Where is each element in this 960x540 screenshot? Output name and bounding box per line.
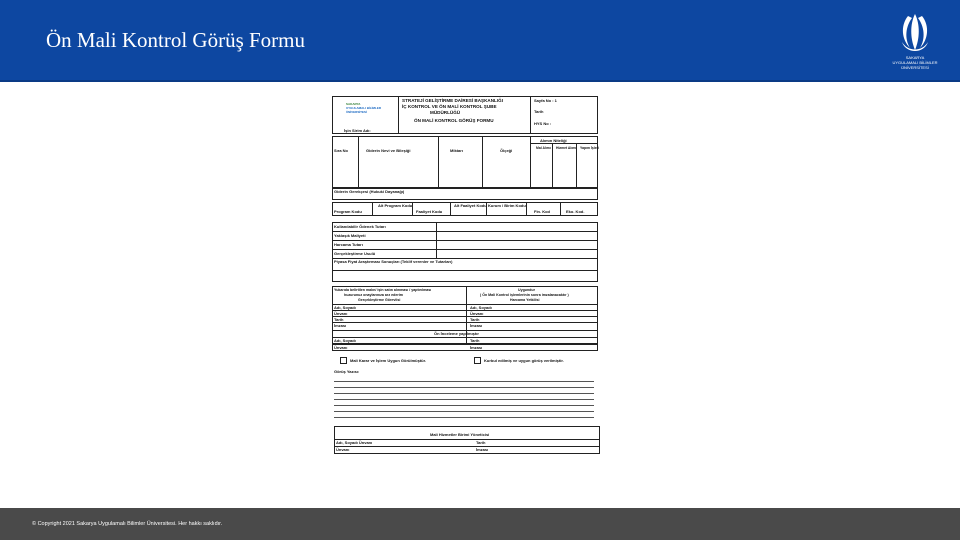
col-hizmet-alimi: Hizmet Alımı bbox=[556, 146, 577, 150]
mali-hizmetler-box bbox=[334, 426, 600, 454]
inceleme-field: Adı, Soyadı bbox=[334, 338, 356, 343]
sign-left-line: Yukarıda belirtilen malın/ işin satın alınması / yaptırılması bbox=[334, 288, 432, 292]
inceleme-field: Tarih bbox=[470, 338, 480, 343]
form-isin-adi: İşin Sirim Adı: bbox=[344, 128, 371, 133]
form-logo-line: UYGULAMALI BİLİMLER bbox=[346, 106, 381, 110]
col-mal-alimi: Mal Alımı bbox=[536, 146, 551, 150]
on-inceleme-label: Ön İnceleme yapılmıştır bbox=[434, 331, 479, 336]
bottom-field: Tarih bbox=[476, 440, 486, 445]
row-yaklasik: Yaklaşık Maliyeti bbox=[334, 233, 366, 238]
check-kabul-label: Kurbul edilmiş ve uygun görüş verilmiştir. bbox=[484, 358, 564, 363]
check-mali-karar-label: Mali Karar ve İşlem Uygun Görülmüştür. bbox=[350, 358, 427, 363]
check-mali-karar[interactable] bbox=[340, 357, 347, 364]
sign-field-right: Ünvanı bbox=[470, 311, 484, 316]
col-sira-no: Sıra No bbox=[334, 148, 349, 153]
logo-caption: SAKARYA UYGULAMALI BİLİMLER ÜNİVERSİTESİ bbox=[892, 55, 938, 70]
col-yapim-isleri: Yapım İşleri bbox=[580, 146, 599, 150]
col-miktari: Miktarı bbox=[450, 148, 463, 153]
row-harcama: Harcama Tutarı bbox=[334, 242, 363, 247]
sign-field-left: İmzası bbox=[334, 323, 347, 328]
code-alt-program: Alt Program Kodu bbox=[378, 203, 413, 208]
code-kurum-birim: Kurum / Birim Kodu bbox=[488, 203, 526, 208]
inceleme-field: Ünvanı bbox=[334, 345, 348, 350]
bottom-field: Adı, Soyadı Ünvanı bbox=[336, 440, 373, 445]
footer-bar bbox=[0, 508, 960, 540]
form-heading-line: STRATEJİ GELİŞTİRME DAİRESİ BAŞKANLIĞI bbox=[402, 98, 503, 103]
sign-right-line: Uygundur bbox=[518, 288, 535, 292]
slide-title: Ön Mali Kontrol Görüş Formu bbox=[46, 28, 305, 52]
sign-right-line: Harcama Yetkilisi bbox=[510, 298, 540, 302]
code-faaliyet: Faaliyet Kodu bbox=[416, 209, 443, 214]
bottom-field: Ünvanı bbox=[336, 447, 350, 452]
code-eko: Eko. Kod. bbox=[566, 209, 585, 214]
form-sayi-no: Sayfa No : 1 bbox=[534, 98, 557, 103]
form-heading-line: MÜDÜRLÜĞÜ bbox=[430, 110, 461, 115]
sign-field-right: Tarih bbox=[470, 317, 480, 322]
bottom-field: İmzası bbox=[476, 447, 489, 452]
col-gider-nevi: Giderin Nevi ve Bileşiği bbox=[366, 148, 411, 153]
form-tarih: Tarih bbox=[534, 109, 544, 114]
code-fin: Fin. Kod bbox=[534, 209, 550, 214]
sign-right-line: ( Ön Mali Kontrol işlemlerinin sonra imzalanacaktır ) bbox=[480, 293, 569, 297]
sign-field-left: Ünvanı bbox=[334, 311, 348, 316]
form-document bbox=[330, 94, 602, 456]
row-usul: Gerçekleştirme Usulü bbox=[334, 251, 376, 256]
check-kabul[interactable] bbox=[474, 357, 481, 364]
form-heading-line: ÖN MALİ KONTROL GÖRÜŞ FORMU bbox=[414, 118, 494, 123]
sign-field-left: Adı, Soyadı bbox=[334, 305, 356, 310]
gorus-yazisi-label: Görüş Yazısı: bbox=[334, 369, 360, 374]
sign-left-line: huzurunuz onaylarınıza arz ederim bbox=[344, 293, 403, 297]
inceleme-field: İmzası bbox=[470, 345, 483, 350]
code-alt-faaliyet: Alt Faaliyet Kodu bbox=[454, 203, 487, 208]
form-logo-line: SAKARYA bbox=[346, 102, 361, 106]
copyright-text: © Copyright 2021 Sakarya Uygulamalı Bilimler Üniversitesi. Her hakkı saklıdır. bbox=[32, 521, 223, 527]
gider-gerekcesi-label: Giderin Gerekçesi (Hukuki Dayanağı) bbox=[334, 189, 405, 194]
alim-niteligi-label: Alımın Niteliği bbox=[540, 138, 567, 143]
header-bar bbox=[0, 0, 960, 82]
col-olcegi: Ölçeği bbox=[500, 148, 513, 153]
form-heading-line: İÇ KONTROL VE ÖN MALİ KONTROL ŞUBE bbox=[402, 104, 497, 109]
sign-left-line: Gerçekleştirme Görevlisi bbox=[358, 298, 401, 302]
sign-field-left: Tarih bbox=[334, 317, 344, 322]
row-odenek: Kullanılabilir Ödenek Tutarı bbox=[334, 224, 386, 229]
inceleme-row bbox=[332, 344, 598, 351]
form-logo-line: ÜNİVERSİTESİ bbox=[346, 110, 367, 114]
form-hys-no: HYS No : bbox=[534, 121, 552, 126]
sign-field-right: İmzası bbox=[470, 323, 483, 328]
sign-field-right: Adı, Soyadı bbox=[470, 305, 492, 310]
row-piyasa: Piyasa Fiyat Araştırması Sonuçları (Teklif verenler ve Tutarları) bbox=[334, 259, 453, 264]
code-program: Program Kodu bbox=[334, 209, 362, 214]
mali-hizmetler-label: Mali Hizmetler Birimi Yöneticisi bbox=[430, 432, 490, 437]
